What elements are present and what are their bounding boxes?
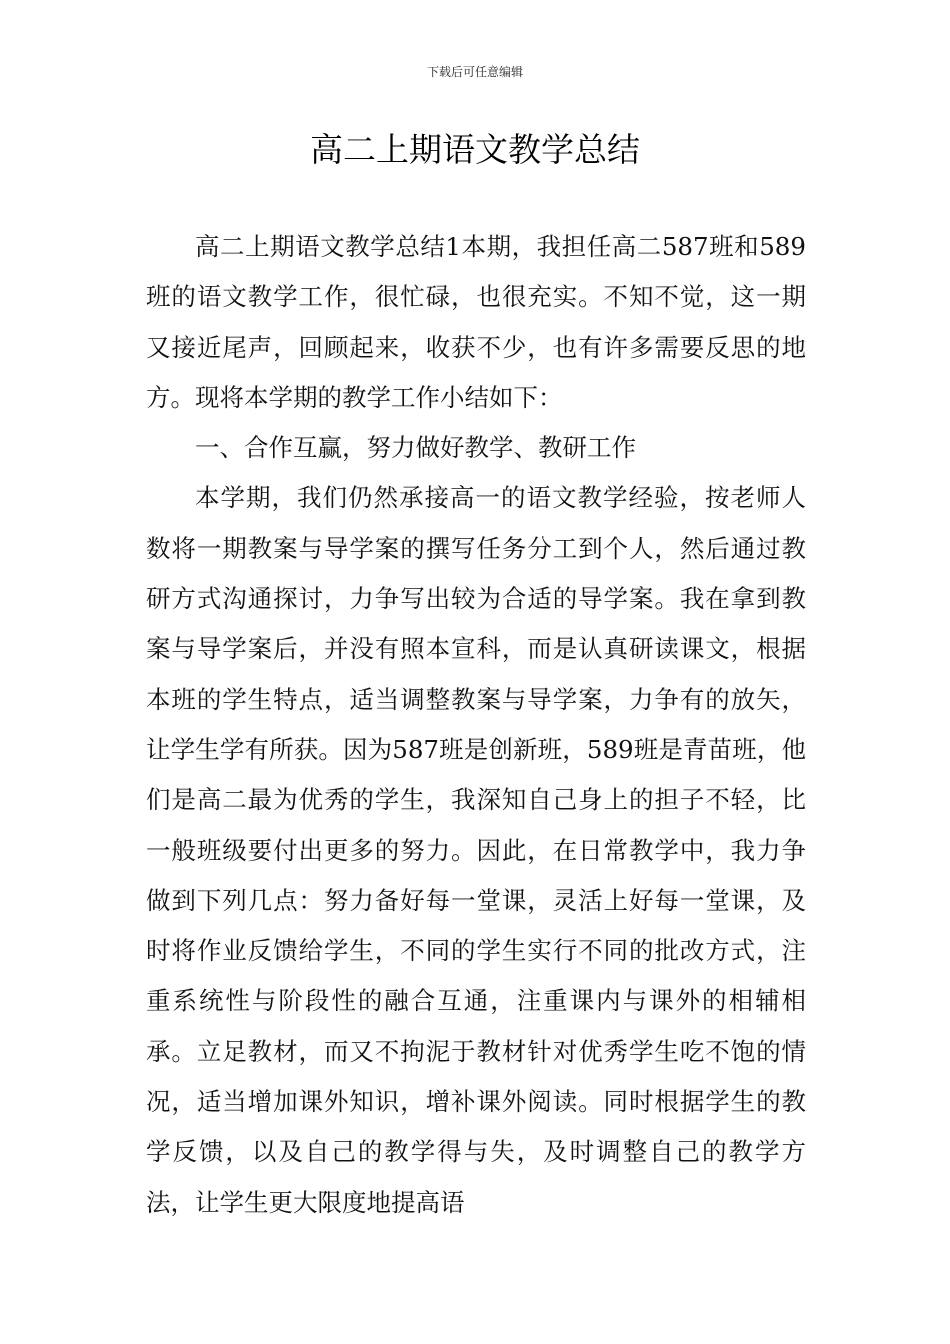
body-paragraph: 本学期，我们仍然承接高一的语文教学经验，按老师人数将一期教案与导学案的撰写任务分工到个人，然后通过教研方式沟通探讨，力争写出较为合适的导学案。我在拿到教案与导学案后，并没有照本宣科，而是认真研读课文，根据本班的学生特点，适当调整教案与导学案，力争有的放矢，让学生学有所获。因为587班是创新班，589班是青苗班，他们是高二最为优秀的学生，我深知自己身上的担子不轻，比一般班级要付出更多的努力。因此，在日常教学中，我力争做到下列几点：努力备好每一堂课，灵活上好每一堂课，及时将作业反馈给学生，不同的学生实行不同的批改方式，注重系统性与阶段性的融合互通，注重课内与课外的相辅相承。立足教材，而又不拘泥于教材针对优秀学生吃不饱的情况，适当增加课外知识，增补课外阅读。同时根据学生的教学反馈，以及自己的教学得与失，及时调整自己的教学方法，让学生更大限度地提高语 — [146, 483, 806, 1217]
intro-paragraph: 高二上期语文教学总结1本期，我担任高二587班和589班的语文教学工作，很忙碌，也很充实。不知不觉，这一期又接近尾声，回顾起来，收获不少，也有许多需要反思的地方。现将本学期的教学工作小结如下： — [146, 232, 806, 412]
section-heading-1: 一、合作互赢，努力做好教学、教研工作 — [195, 433, 636, 463]
page-header-note: 下载后可任意编辑 — [426, 65, 523, 79]
document-title: 高二上期语文教学总结 — [310, 130, 640, 169]
document-body — [146, 222, 806, 1228]
